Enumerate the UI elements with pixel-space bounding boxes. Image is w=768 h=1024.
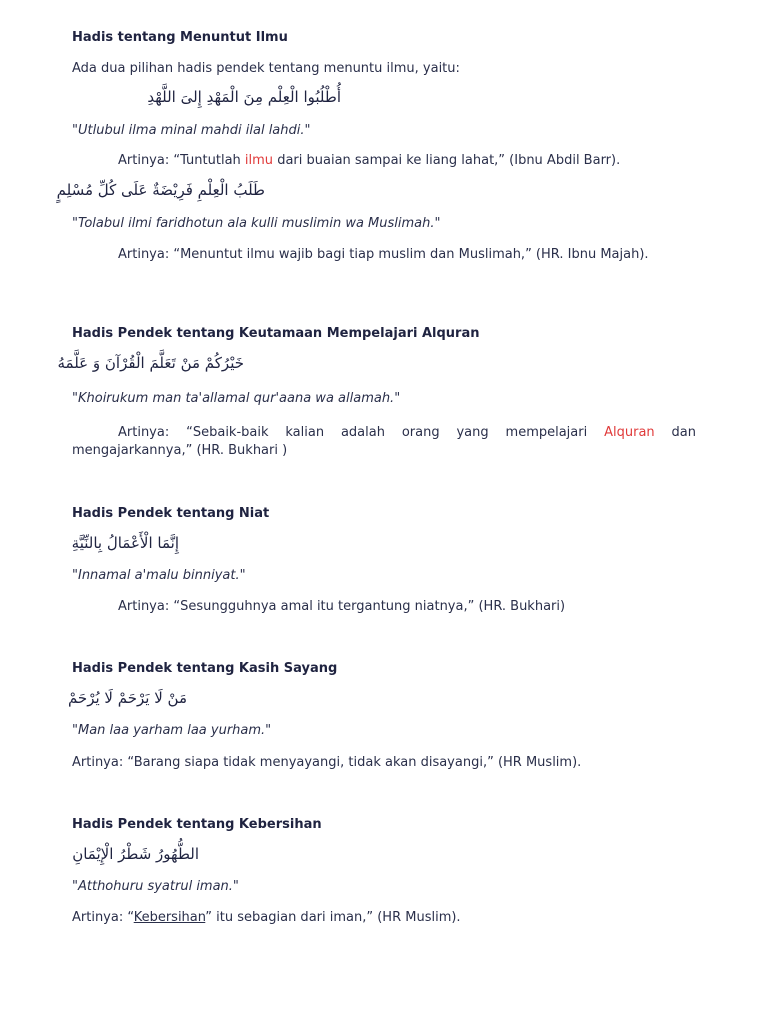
- transliteration-text: "Utlubul ilma minal mahdi ilal lahdi.": [72, 123, 311, 138]
- meaning-suffix: ” itu sebagian dari iman,” (HR Muslim).: [205, 910, 461, 925]
- meaning-suffix: dari buaian sampai ke liang lahat,” (Ibnu Abdil Barr).: [273, 153, 621, 168]
- section-heading: Hadis Pendek tentang Kasih Sayang: [72, 661, 338, 676]
- meaning-prefix: Artinya: “Tuntutlah: [118, 153, 245, 168]
- meaning-text: Artinya: “Sesungguhnya amal itu tergantung niatnya,” (HR. Bukhari): [118, 599, 566, 614]
- arabic-text: إِنَّمَا الْأَعْمَالُ بِالنِّيَّةِ: [71, 534, 179, 552]
- section-heading: Hadis tentang Menuntut Ilmu: [72, 30, 288, 45]
- meaning-prefix: Artinya: “Sebaik-baik kalian adalah orang yang mempelajari: [118, 425, 605, 440]
- section-intro: Ada dua pilihan hadis pendek tentang menuntu ilmu, yaitu:: [72, 61, 460, 76]
- arabic-text: خَيْرُكُمْ مَنْ تَعَلَّمَ الْقُرْآنَ وَ عَلَّمَهُ: [57, 354, 244, 372]
- section-heading: Hadis Pendek tentang Kebersihan: [72, 817, 322, 832]
- kebersihan-link[interactable]: Kebersihan: [133, 910, 206, 925]
- transliteration-text: "Man laa yarham laa yurham.": [72, 723, 272, 738]
- transliteration-text: "Innamal a'malu binniyat.": [72, 568, 246, 583]
- section-heading: Hadis Pendek tentang Niat: [72, 506, 270, 521]
- meaning-text: [72, 910, 461, 925]
- meaning-text: Artinya: “Menuntut ilmu wajib bagi tiap muslim dan Muslimah,” (HR. Ibnu Majah).: [118, 247, 649, 262]
- arabic-text: الطُّهُورُ شَطْرُ الْإِيْمَانِ: [72, 845, 199, 863]
- arabic-text: طَلَبُ الْعِلْمِ فَرِيْضَةٌ عَلَى كُلِّ مُسْلِمٍ: [56, 181, 265, 199]
- meaning-prefix: Artinya: “: [72, 910, 134, 925]
- transliteration-text: "Khoirukum man ta'allamal qur'aana wa allamah.": [72, 391, 401, 406]
- transliteration-text: "Atthohuru syatrul iman.": [72, 879, 239, 894]
- highlight-link[interactable]: ilmu: [244, 153, 274, 168]
- highlight-link[interactable]: Alquran: [604, 425, 655, 440]
- transliteration-text: "Tolabul ilmi faridhotun ala kulli muslimin wa Muslimah.": [72, 216, 441, 231]
- meaning-suffix: dan mengajarkannya,” (HR. Bukhari ): [72, 425, 696, 458]
- meaning-text: [72, 152, 696, 170]
- meaning-text: [72, 424, 696, 460]
- section-heading: Hadis Pendek tentang Keutamaan Mempelajari Alquran: [72, 326, 480, 341]
- meaning-text: Artinya: “Barang siapa tidak menyayangi, tidak akan disayangi,” (HR Muslim).: [72, 755, 582, 770]
- arabic-text: مَنْ لَا يَرْحَمْ لَا يُرْحَمْ: [67, 689, 187, 707]
- arabic-text: أُطْلُبُوا الْعِلْم مِنَ الْمَهْدِ إِلىَ اللَّهْدِ: [147, 88, 341, 106]
